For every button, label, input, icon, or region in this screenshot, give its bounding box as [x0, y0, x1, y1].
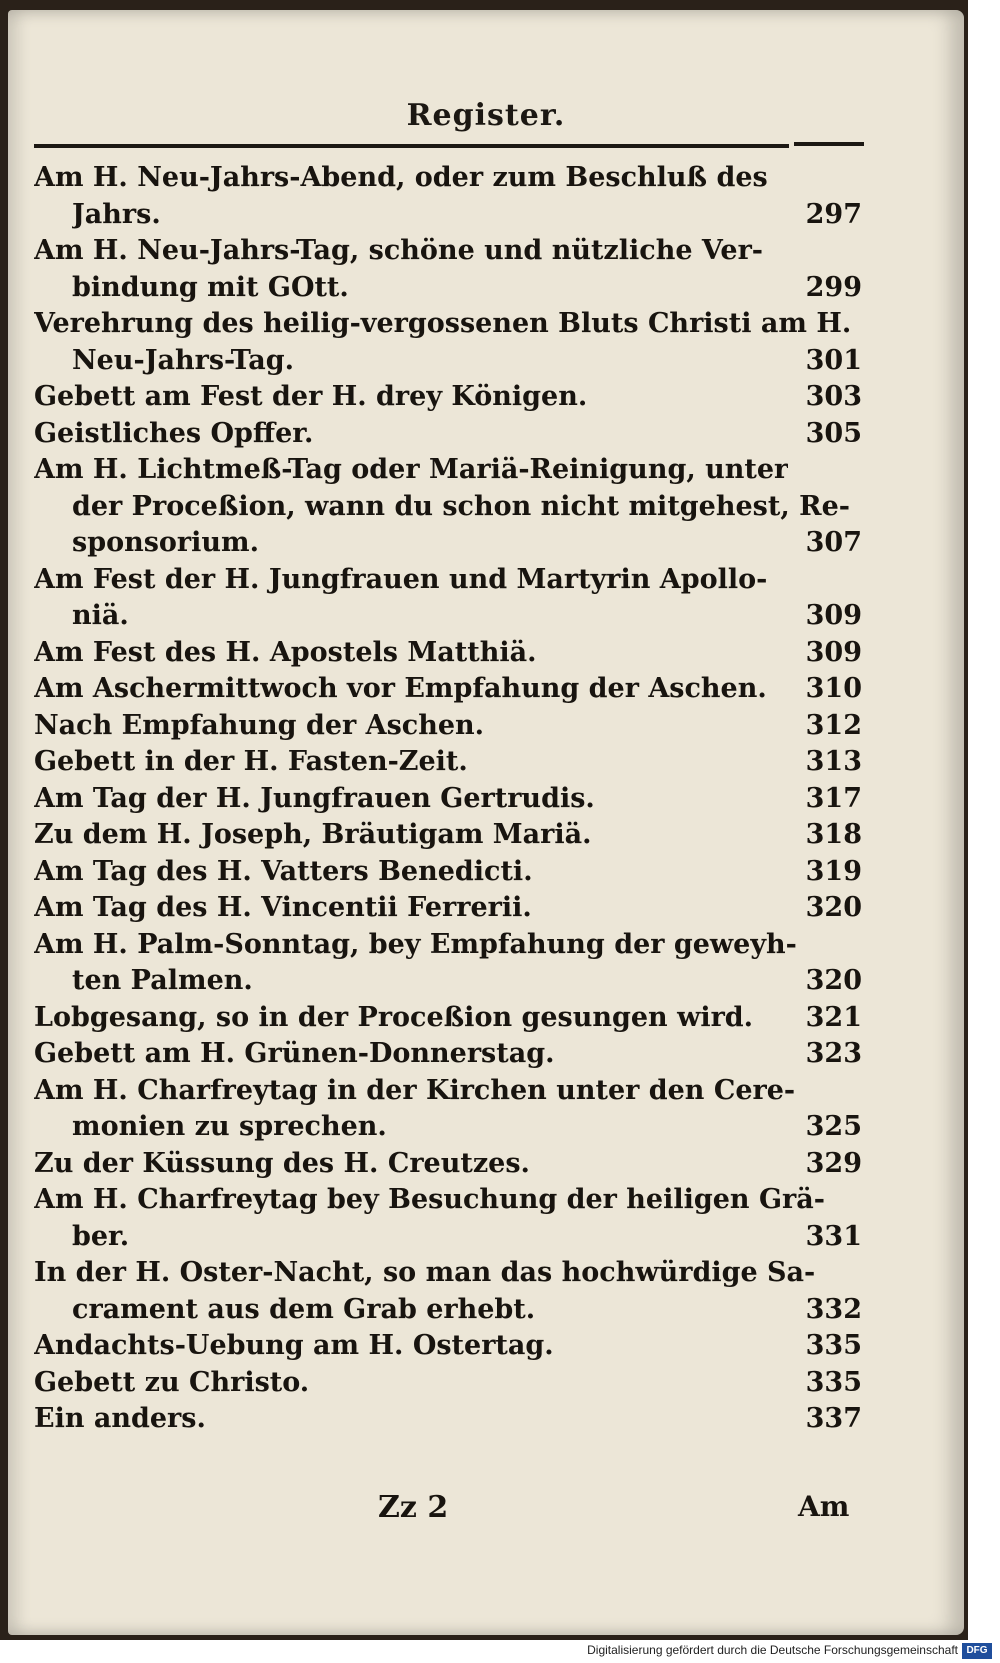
entry-page-number — [852, 233, 862, 270]
entry-page-number: 297 — [805, 198, 862, 230]
footer-credit: Digitalisierung gefördert durch die Deutsche Forschungsgemeinschaft — [587, 1643, 958, 1657]
entry-text: Lobgesang, so in der Proceßion gesungen wird. — [34, 1001, 754, 1033]
entry-page-number: 317 — [805, 782, 862, 814]
entry-page-number: 309 — [805, 636, 862, 668]
entry-page-number: 312 — [805, 709, 862, 741]
entry-page-number: 329 — [805, 1147, 862, 1179]
register-line — [34, 233, 862, 270]
entry-text: Ein anders. — [34, 1403, 206, 1434]
catchword: Am — [798, 1490, 850, 1523]
entry-text: sponsorium. — [72, 527, 260, 558]
entry-page-number: 332 — [805, 1293, 862, 1325]
register-line — [34, 379, 862, 416]
register-line — [34, 562, 862, 599]
book-page — [8, 10, 964, 1635]
entry-page-number: 305 — [805, 417, 862, 449]
entry-page-number: 325 — [805, 1111, 862, 1142]
entry-text: Gebett am H. Grünen-Donnerstag. — [34, 1038, 555, 1069]
register-line — [34, 781, 862, 818]
register-line — [34, 963, 862, 1000]
entry-page-number: 318 — [805, 819, 862, 850]
entry-page-number: 301 — [805, 344, 862, 376]
dfg-logo: DFG — [962, 1643, 992, 1659]
register-line — [34, 744, 862, 781]
register-entries — [34, 160, 862, 1438]
register-line — [34, 343, 862, 380]
register-line — [34, 1255, 862, 1292]
register-line — [34, 489, 862, 526]
register-line — [34, 708, 862, 745]
register-line — [34, 598, 862, 635]
entry-text: Gebett zu Christo. — [34, 1366, 310, 1398]
entry-text: Gebett in der H. Fasten-Zeit. — [34, 746, 468, 777]
signature-mark: Zz 2 — [378, 1490, 449, 1525]
entry-page-number — [852, 1073, 862, 1110]
entry-text: Andachts-Uebung am H. Ostertag. — [34, 1330, 554, 1361]
entry-page-number — [852, 562, 862, 599]
page-header: Register. — [406, 98, 566, 133]
entry-text: Am Tag der H. Jungfrauen Gertrudis. — [34, 782, 595, 814]
entry-text: Verehrung des heilig-vergossenen Bluts Christi am H. — [34, 308, 852, 339]
register-line — [34, 1292, 862, 1329]
entry-text: Neu-Jahrs-Tag. — [72, 344, 295, 376]
register-line — [34, 160, 862, 197]
register-line — [34, 1401, 862, 1438]
register-line — [34, 635, 862, 672]
register-line — [34, 1036, 862, 1073]
entry-page-number: 299 — [805, 271, 862, 303]
entry-text: Am H. Charfreytag in der Kirchen unter den Cere- — [34, 1074, 796, 1106]
register-line — [34, 817, 862, 854]
register-line — [34, 1328, 862, 1365]
register-line — [34, 1365, 862, 1402]
entry-page-number: 313 — [805, 746, 862, 777]
entry-text: Am H. Palm-Sonntag, bey Empfahung der geweyh- — [34, 928, 797, 960]
register-line — [34, 452, 862, 489]
register-line — [34, 525, 862, 562]
register-line — [34, 306, 862, 343]
register-line — [34, 1219, 862, 1256]
register-line — [34, 197, 862, 234]
entry-text: Am H. Neu-Jahrs-Tag, schöne und nützliche Ver- — [34, 235, 763, 266]
entry-page-number — [852, 489, 862, 526]
entry-text: Zu dem H. Joseph, Bräutigam Mariä. — [34, 819, 592, 850]
entry-text: Am Fest der H. Jungfrauen und Martyrin Apollo- — [34, 563, 768, 595]
entry-text: ber. — [72, 1220, 130, 1252]
entry-page-number: 319 — [805, 855, 862, 887]
entry-page-number: 309 — [805, 600, 862, 631]
entry-text: Gebett am Fest der H. drey Königen. — [34, 381, 588, 412]
entry-text: Am Aschermittwoch vor Empfahung der Aschen. — [34, 673, 767, 704]
entry-page-number — [852, 927, 862, 964]
entry-page-number: 331 — [805, 1220, 862, 1252]
entry-text: Nach Empfahung der Aschen. — [34, 709, 485, 741]
entry-page-number — [852, 160, 862, 197]
entry-text: ten Palmen. — [72, 965, 253, 996]
entry-page-number: 321 — [805, 1001, 862, 1033]
entry-page-number — [852, 452, 862, 489]
entry-text: Am Tag des H. Vincentii Ferrerii. — [34, 892, 532, 923]
entry-page-number: 307 — [805, 527, 862, 558]
entry-page-number: 320 — [805, 965, 862, 996]
entry-page-number: 320 — [805, 892, 862, 923]
entry-text: Geistliches Opffer. — [34, 417, 314, 449]
register-line — [34, 927, 862, 964]
register-line — [34, 854, 862, 891]
header-rule — [34, 144, 789, 148]
entry-text: niä. — [72, 600, 129, 631]
register-line — [34, 1073, 862, 1110]
entry-text: In der H. Oster-Nacht, so man das hochwürdige Sa- — [34, 1257, 816, 1288]
entry-page-number: 310 — [805, 673, 862, 704]
register-line — [34, 1146, 862, 1183]
entry-text: crament aus dem Grab erhebt. — [72, 1293, 536, 1325]
entry-page-number: 303 — [805, 381, 862, 412]
register-line — [34, 1182, 862, 1219]
register-line — [34, 270, 862, 307]
entry-page-number: 323 — [805, 1038, 862, 1069]
entry-page-number — [852, 306, 862, 343]
entry-page-number: 335 — [805, 1366, 862, 1398]
register-line — [34, 671, 862, 708]
register-line — [34, 1000, 862, 1037]
entry-text: Zu der Küssung des H. Creutzes. — [34, 1147, 530, 1179]
entry-page-number: 337 — [805, 1403, 862, 1434]
register-line — [34, 1109, 862, 1146]
entry-text: Am H. Charfreytag bey Besuchung der heiligen Grä- — [34, 1184, 825, 1215]
entry-text: der Proceßion, wann du schon nicht mitgehest, Re- — [72, 490, 850, 522]
register-line — [34, 890, 862, 927]
entry-text: monien zu sprechen. — [72, 1111, 387, 1142]
entry-text: Am Tag des H. Vatters Benedicti. — [34, 855, 533, 887]
entry-text: bindung mit GOtt. — [72, 271, 349, 303]
entry-text: Jahrs. — [72, 198, 161, 230]
entry-text: Am Fest des H. Apostels Matthiä. — [34, 636, 537, 668]
header-rule-short — [794, 142, 864, 146]
entry-text: Am H. Neu-Jahrs-Abend, oder zum Beschluß des — [34, 162, 768, 193]
entry-page-number: 335 — [805, 1330, 862, 1361]
entry-text: Am H. Lichtmeß-Tag oder Mariä-Reinigung, unter — [34, 454, 789, 485]
entry-page-number — [852, 1255, 862, 1292]
register-line — [34, 416, 862, 453]
entry-page-number — [852, 1182, 862, 1219]
